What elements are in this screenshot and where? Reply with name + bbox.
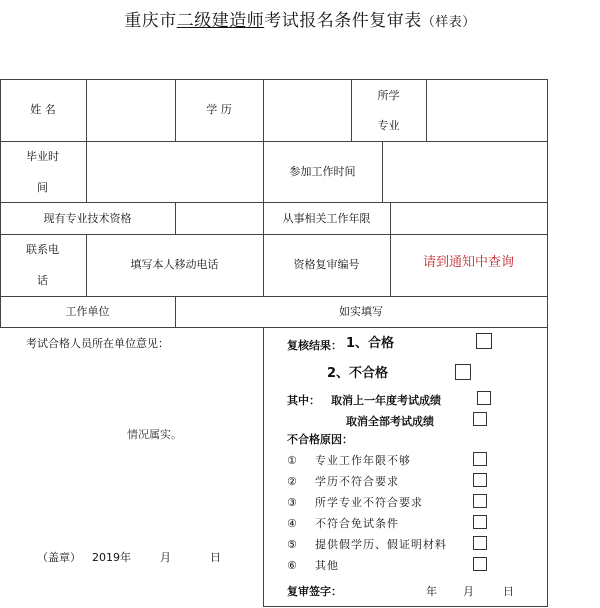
- table-border-top: [0, 79, 548, 80]
- graduation-label-line2: 间: [37, 181, 48, 194]
- phone-label-line1: 联系电: [26, 243, 59, 256]
- cancel-prev-year-label: 取消上一年度考试成绩: [331, 394, 441, 407]
- reason-text: 学历不符合要求: [315, 475, 399, 488]
- phone-label-line2: 话: [37, 274, 48, 287]
- qualification-label: 现有专业技术资格: [43, 212, 132, 225]
- cancel-prev-year-checkbox[interactable]: [477, 391, 491, 405]
- reason-checkbox[interactable]: [473, 515, 487, 529]
- row-divider: [0, 234, 548, 235]
- review-number-label: 资格复审编号: [293, 258, 360, 271]
- reason-number: ⑤: [287, 538, 297, 551]
- review-year: 年: [426, 585, 437, 598]
- table-border-right: [547, 79, 548, 607]
- form-title: [0, 6, 600, 31]
- reason-checkbox[interactable]: [473, 494, 487, 508]
- pass-option-label: 1、合格: [346, 336, 395, 351]
- reason-checkbox[interactable]: [473, 473, 487, 487]
- title-suffix: 考试报名条件复审表: [264, 11, 422, 31]
- table-border-bottom: [263, 606, 548, 607]
- row-divider: [0, 296, 548, 297]
- opinion-label: 考试合格人员所在单位意见：: [26, 337, 169, 350]
- reason-text: 专业工作年限不够: [315, 454, 411, 467]
- reason-text: 所学专业不符合要求: [315, 496, 423, 509]
- review-signature-label: 复审签字：: [287, 585, 342, 598]
- major-label-line2: 专业: [377, 119, 400, 132]
- reason-number: ①: [287, 454, 297, 467]
- name-label: 姓 名: [30, 103, 56, 116]
- major-label-line1: 所学: [377, 89, 400, 102]
- col-divider: [263, 79, 264, 141]
- graduation-label-line1: 毕业时: [26, 150, 59, 163]
- reason-checkbox[interactable]: [473, 452, 487, 466]
- reason-number: ④: [287, 517, 297, 530]
- opinion-year: 2019年: [92, 551, 131, 564]
- employer-value: 如实填写: [339, 305, 383, 318]
- col-divider: [86, 141, 87, 202]
- work-start-label: 参加工作时间: [289, 165, 356, 178]
- review-day: 日: [503, 585, 514, 598]
- result-label: 复核结果：: [287, 339, 342, 352]
- fail-option-label: 2、不合格: [327, 366, 389, 381]
- work-years-label: 从事相关工作年限: [282, 212, 371, 225]
- seal-label: （盖章）: [37, 551, 81, 564]
- fail-reasons-label: 不合格原因：: [287, 433, 353, 446]
- row-divider: [0, 327, 548, 328]
- reason-number: ③: [287, 496, 297, 509]
- reason-text: 其他: [315, 559, 339, 572]
- title-prefix: 重庆市: [124, 11, 177, 31]
- row-divider: [0, 141, 548, 142]
- education-label: 学 历: [206, 103, 232, 116]
- col-divider: [86, 79, 87, 141]
- reason-text: 不符合免试条件: [315, 517, 399, 530]
- reason-checkbox[interactable]: [473, 536, 487, 550]
- row-divider: [0, 202, 548, 203]
- opinion-month: 月: [160, 551, 171, 564]
- reason-checkbox[interactable]: [473, 557, 487, 571]
- phone-value: 填写本人移动电话: [130, 258, 219, 271]
- opinion-day: 日: [210, 551, 221, 564]
- fail-checkbox[interactable]: [455, 364, 471, 380]
- col-divider: [426, 79, 427, 141]
- col-divider: [175, 202, 176, 234]
- review-number-value: 请到通知中查询: [422, 255, 514, 270]
- title-note: （样表）: [421, 15, 476, 30]
- section-divider: [263, 327, 264, 607]
- col-divider: [390, 202, 391, 234]
- review-month: 月: [463, 585, 474, 598]
- reason-number: ⑥: [287, 559, 297, 572]
- opinion-text: 情况属实。: [127, 428, 182, 441]
- reason-text: 提供假学历、假证明材料: [315, 538, 447, 551]
- title-underlined: 二级建造师: [176, 11, 265, 31]
- pass-checkbox[interactable]: [476, 333, 492, 349]
- cancel-all-label: 取消全部考试成绩: [346, 415, 434, 428]
- cancel-all-checkbox[interactable]: [473, 412, 487, 426]
- col-divider: [382, 141, 383, 202]
- reason-number: ②: [287, 475, 297, 488]
- employer-label: 工作单位: [65, 305, 110, 318]
- among-label: 其中：: [287, 394, 320, 407]
